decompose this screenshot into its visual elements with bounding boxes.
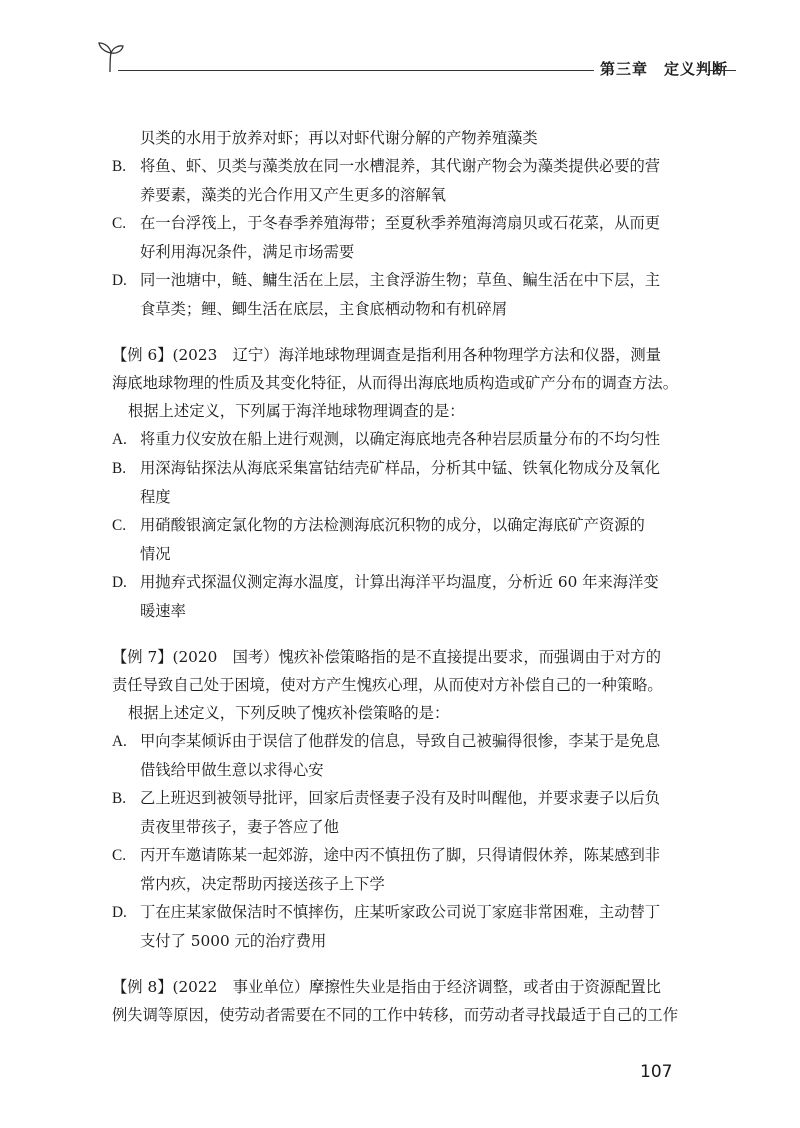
page-header <box>96 40 736 80</box>
option-label: C. <box>112 215 127 232</box>
option-a: A. 甲向李某倾诉由于误信了他群发的信息，导致自己被骗得很惨，李某于是免息 借钱给甲做生意以求得心安 <box>112 727 690 784</box>
question-line: 【例 6】(2023 辽宁）海洋地球物理调查是指利用各种物理学方法和仪器，测量 <box>112 346 661 364</box>
option-b: B. 用深海钻探法从海底采集富钴结壳矿样品，分析其中锰、铁氧化物成分及氧化 程度 <box>112 454 690 511</box>
option-c: C. 用硝酸银滴定氯化物的方法检测海底沉积物的成分，以确定海底矿产资源的 情况 <box>112 511 690 568</box>
option-label: D. <box>112 574 127 591</box>
option-label: B. <box>112 790 127 807</box>
example-6 <box>112 341 690 625</box>
option-label: A. <box>112 733 127 750</box>
chapter-title: 第三章 定义判断 <box>600 60 729 78</box>
option-c: C. 丙开车邀请陈某一起郊游，途中丙不慎扭伤了脚，只得请假休养，陈某感到非 常内疚，决定帮助丙接送孩子上下学 <box>112 841 690 898</box>
continuation-line: 贝类的水用于放养对虾；再以对虾代谢分解的产物养殖藻类 <box>140 129 538 147</box>
option-d: D. 用抛弃式探温仪测定海水温度，计算出海洋平均温度，分析近 60 年来海洋变 暖速率 <box>112 568 690 625</box>
example-8 <box>112 973 690 1029</box>
option-b: B. 乙上班迟到被领导批评，回家后责怪妻子没有及时叫醒他，并要求妻子以后负 责夜里带孩子，妻子答应了他 <box>112 784 690 841</box>
question-line: 例失调等原因，使劳动者需要在不同的工作中转移，而劳动者寻找最适于自己的工作 <box>112 1006 678 1024</box>
question-line: 【例 7】(2020 国考）愧疚补偿策略指的是不直接提出要求，而强调由于对方的 <box>112 648 661 666</box>
option-label: C. <box>112 517 127 534</box>
question-line: 责任导致自己处于困境，使对方产生愧疚心理，从而使对方补偿自己的一种策略。 <box>112 676 663 694</box>
question-line: 【例 8】(2022 事业单位）摩擦性失业是指由于经济调整，或者由于资源配置比 <box>112 978 661 996</box>
question-prompt: 根据上述定义，下列反映了愧疚补偿策略的是： <box>128 704 450 722</box>
question-prompt: 根据上述定义，下列属于海洋地球物理调查的是： <box>128 402 465 420</box>
option-c: C. 在一台浮筏上，于冬春季养殖海带；至夏秋季养殖海湾扇贝或石花菜，从而更 好利用海况条件，满足市场需要 <box>112 209 690 266</box>
option-label: B. <box>112 158 127 175</box>
option-d: D. 丁在庄某家做保洁时不慎摔伤，庄某听家政公司说丁家庭非常困难，主动替丁 支付了 5000 元的治疗费用 <box>112 898 690 955</box>
page-content <box>112 124 690 1029</box>
option-a: A. 将重力仪安放在船上进行观测，以确定海底地壳各种岩层质量分布的不均匀性 <box>112 425 690 454</box>
option-label: B. <box>112 460 127 477</box>
option-d: D. 同一池塘中，鲢、鳙生活在上层，主食浮游生物；草鱼、鳊生活在中下层，主 食草类；鲤、鲫生活在底层，主食底栖动物和有机碎屑 <box>112 266 690 323</box>
header-rule-left <box>118 70 594 71</box>
option-label: A. <box>112 431 127 448</box>
question-line: 海底地球物理的性质及其变化特征，从而得出海底地质构造或矿产分布的调查方法。 <box>112 374 678 392</box>
option-label: D. <box>112 272 127 289</box>
option-label: C. <box>112 847 127 864</box>
example-7 <box>112 643 690 955</box>
option-label: D. <box>112 904 127 921</box>
sprout-icon <box>96 40 126 74</box>
option-b: B. 将鱼、虾、贝类与藻类放在同一水槽混养，其代谢产物会为藻类提供必要的营 养要素，藻类的光合作用又产生更多的溶解氧 <box>112 152 690 209</box>
header-rule-right <box>708 70 736 71</box>
page-number: 107 <box>640 1062 673 1082</box>
